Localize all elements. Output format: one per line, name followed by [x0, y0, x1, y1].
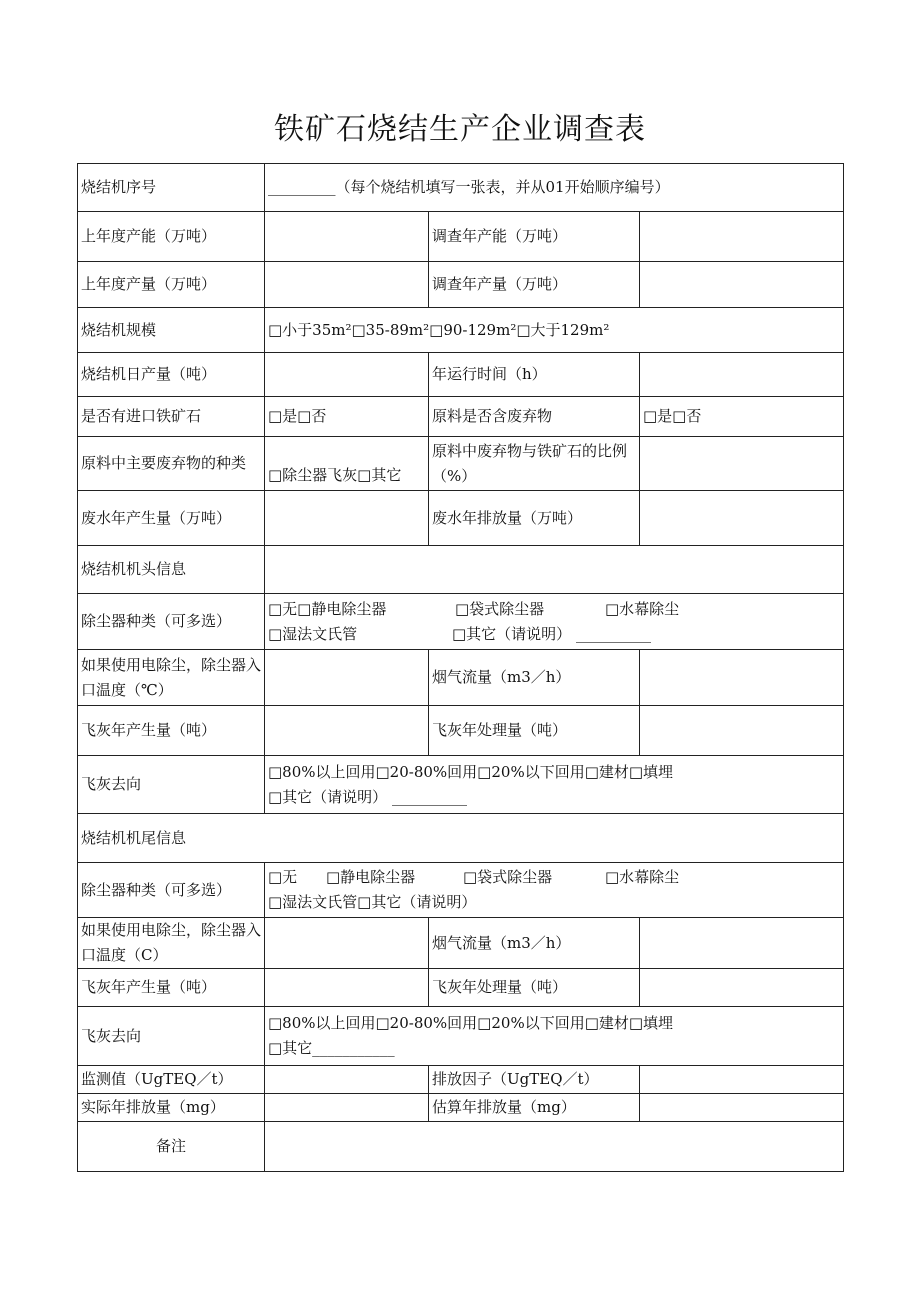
row-head-section — [78, 546, 844, 594]
field-tail-dust-collector[interactable] — [265, 863, 844, 918]
label-waste-ratio: 原料中废弃物与铁矿石的比例（%） — [429, 437, 640, 491]
label-imported-ore: 是否有进口铁矿石 — [78, 397, 265, 437]
section-head-info-blank — [265, 546, 844, 594]
survey-form-table — [77, 163, 844, 1172]
label-raw-material-waste: 原料是否含废弃物 — [429, 397, 640, 437]
field-estimated-annual-emission[interactable] — [640, 1094, 844, 1122]
row-head-fly-ash — [78, 706, 844, 756]
row-daily-output — [78, 353, 844, 397]
tail-destination-options[interactable]: □80%以上回用□20-80%回用□20%以下回用□建材□填埋 — [268, 1014, 674, 1032]
field-remarks[interactable] — [265, 1122, 844, 1172]
label-head-fly-ash-destination: 飞灰去向 — [78, 756, 265, 814]
label-head-inlet-temp: 如果使用电除尘，除尘器入口温度（℃） — [78, 650, 265, 706]
label-emission-factor: 排放因子（UgTEQ／t） — [429, 1066, 640, 1094]
row-monitoring — [78, 1066, 844, 1094]
field-tail-inlet-temp[interactable] — [265, 918, 429, 969]
field-wastewater-discharged[interactable] — [640, 491, 844, 546]
field-emission-factor[interactable] — [640, 1066, 844, 1094]
field-survey-year-capacity[interactable] — [640, 212, 844, 262]
head-destination-options[interactable]: □80%以上回用□20-80%回用□20%以下回用□建材□填埋 — [268, 762, 674, 781]
row-remarks — [78, 1122, 844, 1172]
label-tail-flue-flow: 烟气流量（m3／h） — [429, 918, 640, 969]
row-waste-type — [78, 437, 844, 491]
tail-destination-other[interactable]: □其它___________ — [268, 1039, 395, 1057]
field-daily-output[interactable] — [265, 353, 429, 397]
label-survey-year-output: 调查年产量（万吨） — [429, 262, 640, 308]
tail-opt-venturi-other[interactable]: □湿法文氏管□其它（请说明） — [268, 893, 477, 911]
label-tail-fly-ash-generated: 飞灰年产生量（吨） — [78, 969, 265, 1007]
row-tail-fly-ash — [78, 969, 844, 1007]
row-annual-emission — [78, 1094, 844, 1122]
label-last-year-capacity: 上年度产能（万吨） — [78, 212, 265, 262]
label-waste-type: 原料中主要废弃物的种类 — [78, 437, 265, 491]
field-monitoring-value[interactable] — [265, 1066, 429, 1094]
field-last-year-output[interactable] — [265, 262, 429, 308]
head-opt-bag[interactable]: □袋式除尘器 — [455, 599, 545, 618]
label-tail-inlet-temp: 如果使用电除尘，除尘器入口温度（C） — [78, 918, 265, 969]
field-survey-year-output[interactable] — [640, 262, 844, 308]
label-head-fly-ash-generated: 飞灰年产生量（吨） — [78, 706, 265, 756]
head-destination-other[interactable]: □其它（请说明） — [268, 787, 388, 806]
label-last-year-output: 上年度产量（万吨） — [78, 262, 265, 308]
field-last-year-capacity[interactable] — [265, 212, 429, 262]
head-opt-venturi[interactable]: □湿法文氏管 — [268, 624, 358, 643]
head-opt-water-curtain[interactable]: □水幕除尘 — [605, 599, 680, 618]
page-title: 铁矿石烧结生产企业调查表 — [274, 112, 646, 147]
label-sinter-scale: 烧结机规模 — [78, 308, 265, 353]
field-actual-annual-emission[interactable] — [265, 1094, 429, 1122]
field-raw-material-waste[interactable]: □是□否 — [640, 397, 844, 437]
field-head-fly-ash-destination[interactable] — [265, 756, 844, 814]
field-head-fly-ash-treated[interactable] — [640, 706, 844, 756]
section-head-info: 烧结机机头信息 — [78, 546, 265, 594]
row-imported-ore — [78, 397, 844, 437]
field-tail-fly-ash-destination[interactable] — [265, 1007, 844, 1066]
label-tail-fly-ash-destination: 飞灰去向 — [78, 1007, 265, 1066]
label-head-flue-flow: 烟气流量（m3／h） — [429, 650, 640, 706]
field-tail-flue-flow[interactable] — [640, 918, 844, 969]
row-tail-fly-ash-destination — [78, 1007, 844, 1066]
tail-opt-bag[interactable]: □袋式除尘器 — [463, 868, 553, 886]
field-head-dust-collector[interactable] — [265, 594, 844, 650]
row-sinter-scale — [78, 308, 844, 353]
tail-opt-water-curtain[interactable]: □水幕除尘 — [605, 868, 680, 886]
label-actual-annual-emission: 实际年排放量（mg） — [78, 1094, 265, 1122]
label-sinter-number: 烧结机序号 — [78, 164, 265, 212]
head-destination-blank[interactable]: __________ — [391, 787, 467, 806]
label-daily-output: 烧结机日产量（吨） — [78, 353, 265, 397]
label-tail-dust-collector: 除尘器种类（可多选） — [78, 863, 265, 918]
head-other-blank[interactable]: __________ — [575, 624, 651, 643]
field-annual-run-time[interactable] — [640, 353, 844, 397]
label-survey-year-capacity: 调查年产能（万吨） — [429, 212, 640, 262]
row-head-dust-collector — [78, 594, 844, 650]
label-tail-fly-ash-treated: 飞灰年处理量（吨） — [429, 969, 640, 1007]
field-wastewater-generated[interactable] — [265, 491, 429, 546]
label-head-fly-ash-treated: 飞灰年处理量（吨） — [429, 706, 640, 756]
label-monitoring-value: 监测值（UgTEQ／t） — [78, 1066, 265, 1094]
section-tail-info: 烧结机机尾信息 — [78, 814, 844, 863]
row-tail-temp — [78, 918, 844, 969]
field-head-fly-ash-generated[interactable] — [265, 706, 429, 756]
row-tail-section — [78, 814, 844, 863]
field-tail-fly-ash-generated[interactable] — [265, 969, 429, 1007]
field-waste-type[interactable]: □除尘器飞灰□其它 — [265, 437, 429, 491]
label-wastewater-generated: 废水年产生量（万吨） — [78, 491, 265, 546]
head-opt-other[interactable]: □其它（请说明） — [452, 624, 572, 643]
field-head-flue-flow[interactable] — [640, 650, 844, 706]
label-wastewater-discharged: 废水年排放量（万吨） — [429, 491, 640, 546]
tail-opt-none[interactable]: □无 — [268, 868, 298, 886]
row-sinter-number — [78, 164, 844, 212]
row-head-fly-ash-destination — [78, 756, 844, 814]
label-remarks: 备注 — [78, 1122, 265, 1172]
tail-opt-esp[interactable]: □静电除尘器 — [326, 868, 416, 886]
row-tail-dust-collector — [78, 863, 844, 918]
row-wastewater — [78, 491, 844, 546]
label-annual-run-time: 年运行时间（h） — [429, 353, 640, 397]
field-sinter-scale-options[interactable]: □小于35m²□35-89m²□90-129m²□大于129m² — [265, 308, 844, 353]
row-output — [78, 262, 844, 308]
row-head-temp — [78, 650, 844, 706]
field-sinter-number[interactable]: _________（每个烧结机填写一张表，并从01开始顺序编号） — [265, 164, 844, 212]
row-capacity — [78, 212, 844, 262]
field-tail-fly-ash-treated[interactable] — [640, 969, 844, 1007]
field-head-inlet-temp[interactable] — [265, 650, 429, 706]
field-imported-ore[interactable]: □是□否 — [265, 397, 429, 437]
field-waste-ratio[interactable] — [640, 437, 844, 491]
label-estimated-annual-emission: 估算年排放量（mg） — [429, 1094, 640, 1122]
label-head-dust-collector: 除尘器种类（可多选） — [78, 594, 265, 650]
head-opt-none-esp[interactable]: □无□静电除尘器 — [268, 599, 387, 618]
